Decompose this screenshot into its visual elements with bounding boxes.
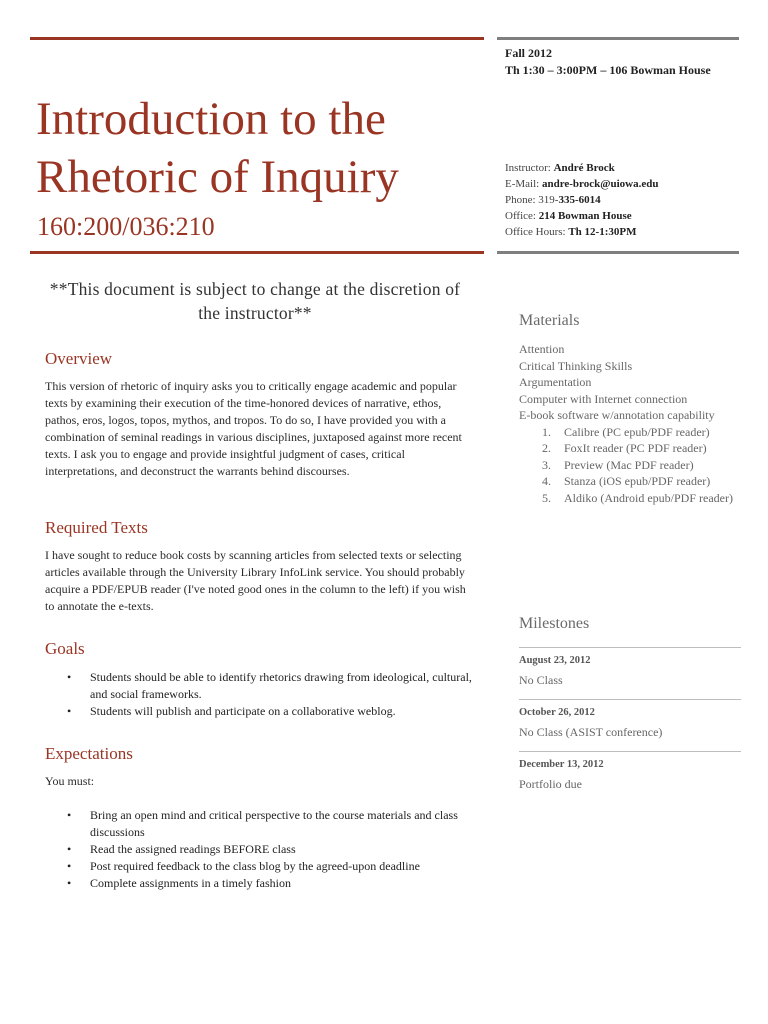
list-item: E-book software w/annotation capability xyxy=(519,408,715,422)
milestones-section xyxy=(519,613,741,803)
list-item: Attention xyxy=(519,342,565,356)
list-item: 2. FoxIt reader (PC PDF reader) xyxy=(542,441,707,455)
office-line: Office: 214 Bowman House xyxy=(505,210,632,222)
side-bottom-rule xyxy=(497,251,739,254)
list-item: • Bring an open mind and critical perspective to the course materials and class discussions xyxy=(67,808,458,839)
instructor-line: Instructor: André Brock xyxy=(505,162,615,174)
list-item: • Students should be able to identify rhetorics drawing from ideological, cultural, and social frameworks. xyxy=(67,670,472,701)
page-title xyxy=(36,90,486,206)
goals-list xyxy=(45,669,475,720)
overview-text: This version of rhetoric of inquiry asks you to critically engage academic and popular texts by examining their execution of the time-honored devices of narrative, ethos, pathos, eros, logos, topos, mythos, and tropos. To do so, I have provided you with a combination of seminal readings in various disciplines, juxtaposed against more recent texts. I ask you to engage and provide insightful judgment of cases, critical interpretations, and deconstruct the warrants behind discourses. xyxy=(45,379,462,478)
list-item: Critical Thinking Skills xyxy=(519,358,633,373)
email-line: E-Mail: andre-brock@uiowa.edu xyxy=(505,178,659,190)
top-rule xyxy=(30,37,484,40)
list-item: • Students will publish and participate on a collaborative weblog. xyxy=(67,704,396,718)
list-item: • Complete assignments in a timely fashion xyxy=(67,876,291,890)
milestones-heading: Milestones xyxy=(519,615,590,632)
milestone-item xyxy=(519,647,741,689)
list-item: 5. Aldiko (Android epub/PDF reader) xyxy=(542,490,733,505)
list-item: 1. Calibre (PC epub/PDF reader) xyxy=(542,424,710,439)
course-number: 160:200/036:210 xyxy=(37,212,215,241)
milestone-date: October 26, 2012 xyxy=(519,707,595,718)
milestone-date: December 13, 2012 xyxy=(519,759,604,770)
milestone-date: August 23, 2012 xyxy=(519,655,591,666)
expectations-section xyxy=(45,743,475,892)
office-hours: Th 12-1:30PM xyxy=(568,226,637,238)
required-texts-heading: Required Texts xyxy=(45,518,148,537)
bullet-icon: • xyxy=(67,704,72,718)
contact-info xyxy=(505,160,658,240)
list-item: Argumentation xyxy=(519,375,592,389)
goals-heading: Goals xyxy=(45,639,85,658)
office-hours-line: Office Hours: Th 12-1:30PM xyxy=(505,226,637,238)
list-item: 4. Stanza (iOS epub/PDF reader) xyxy=(542,474,711,488)
milestone-event: No Class xyxy=(519,673,563,687)
required-texts-text: I have sought to reduce book costs by scanning articles from selected texts or selecting articles available through the University Library InfoLink service. You should probably acquire a PDF/EPUB reader (I've noted good ones in the column to the left) if you wish to annotate the e-texts. xyxy=(45,548,466,613)
expectations-list xyxy=(45,807,475,892)
instructor-name: André Brock xyxy=(553,162,615,174)
title-line-1: Introduction to the xyxy=(36,93,386,145)
overview-heading: Overview xyxy=(45,349,113,368)
expectations-heading: Expectations xyxy=(45,744,133,763)
milestone-item xyxy=(519,751,741,793)
term: Fall 2012 xyxy=(505,46,552,60)
phone-line: Phone: 319-335-6014 xyxy=(505,194,601,206)
milestone-item xyxy=(519,699,741,741)
title-line-2: Rhetoric of Inquiry xyxy=(36,151,399,203)
schedule: Th 1:30 – 3:00PM – 106 Bowman House xyxy=(505,63,711,77)
list-item: Computer with Internet connection xyxy=(519,391,688,406)
goals-section xyxy=(45,638,475,720)
bullet-icon: • xyxy=(67,670,72,684)
list-item: 3. Preview (Mac PDF reader) xyxy=(542,457,694,472)
session-info xyxy=(505,45,711,79)
materials-list xyxy=(519,341,741,506)
reader-list xyxy=(519,424,741,507)
bullet-icon: • xyxy=(67,808,72,822)
phone-number: 335-6014 xyxy=(558,194,601,206)
milestone-event: Portfolio due xyxy=(519,777,582,791)
office-location: 214 Bowman House xyxy=(538,210,632,222)
materials-heading: Materials xyxy=(519,312,580,329)
bullet-icon: • xyxy=(67,842,72,856)
title-bottom-rule xyxy=(30,251,484,254)
list-item: • Post required feedback to the class blog by the agreed-upon deadline xyxy=(67,859,420,873)
overview-section xyxy=(45,348,475,480)
bullet-icon: • xyxy=(67,859,72,873)
milestone-event: No Class (ASIST conference) xyxy=(519,725,663,739)
expectations-intro: You must: xyxy=(45,774,95,788)
side-top-rule xyxy=(497,37,739,40)
list-item: • Read the assigned readings BEFORE class xyxy=(67,842,296,856)
change-notice: **This document is subject to change at the discretion of the instructor** xyxy=(49,279,461,323)
email-address[interactable]: andre-brock@uiowa.edu xyxy=(541,178,659,190)
materials-section xyxy=(519,310,741,506)
required-texts-section xyxy=(45,517,475,615)
bullet-icon: • xyxy=(67,876,72,890)
